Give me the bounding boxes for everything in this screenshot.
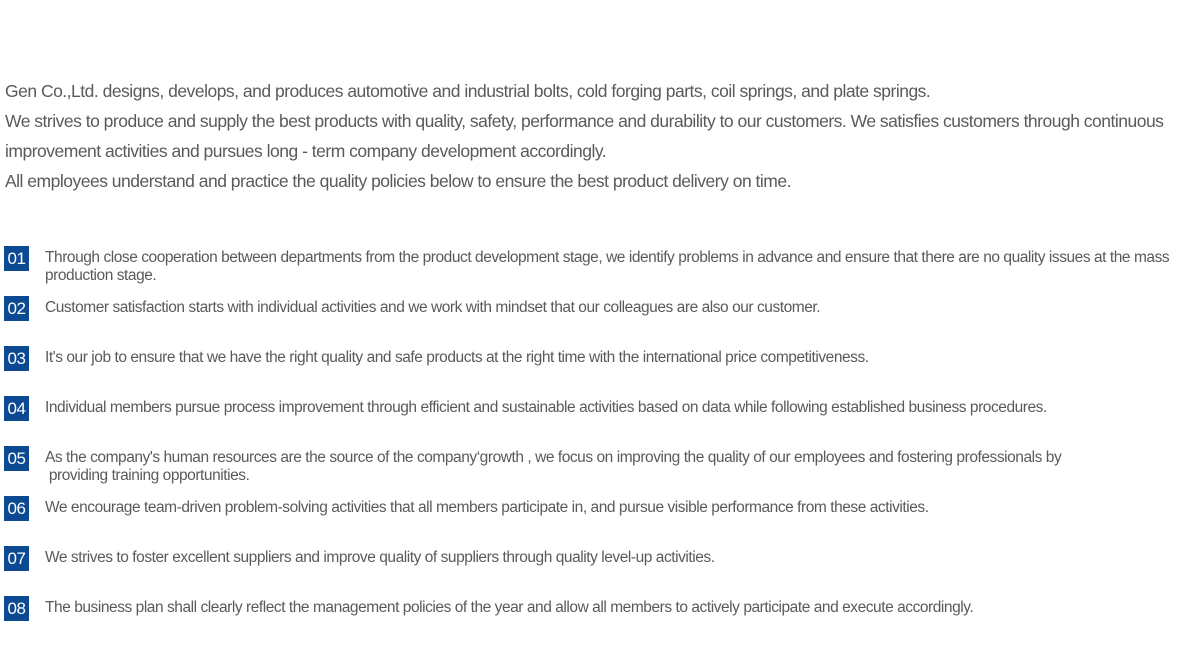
policy-item-06 xyxy=(4,496,1194,546)
policy-text: Through close cooperation between departments from the product development stage, we identify problems in advance and ensure that there are no quality issues at the mass production stage. xyxy=(45,249,1174,284)
policy-text: We strives to foster excellent suppliers and improve quality of suppliers through quality level-up activities. xyxy=(45,549,715,566)
policy-text: It's our job to ensure that we have the right quality and safe products at the right time with the international price competitiveness. xyxy=(45,349,869,366)
policy-item-04 xyxy=(4,396,1194,446)
policy-number-badge: 08 xyxy=(4,596,29,621)
policy-text: We encourage team-driven problem-solving activities that all members participate in, and pursue visible performance from these activities. xyxy=(45,499,929,516)
policy-number-badge: 03 xyxy=(4,346,29,371)
policy-item-05 xyxy=(4,446,1194,496)
policy-number-badge: 06 xyxy=(4,496,29,521)
policy-item-07 xyxy=(4,546,1194,596)
intro-section xyxy=(5,76,1193,196)
policy-number-badge: 05 xyxy=(4,446,29,471)
policy-number-badge: 01 xyxy=(4,246,29,271)
policy-item-02 xyxy=(4,296,1194,346)
policy-number-badge: 02 xyxy=(4,296,29,321)
policy-text: Customer satisfaction starts with individual activities and we work with mindset that our colleagues are also our customer. xyxy=(45,299,821,316)
policy-text: As the company's human resources are the source of the company‘growth , we focus on improving the quality of our employees and fostering professionals by providing training opportunities. xyxy=(45,449,1062,484)
intro-paragraph-mission: We strives to produce and supply the best products with quality, safety, performance and durability to our customers. We satisfies customers through continuous improvement activities and pursues long - term company development accordingly. xyxy=(5,111,1164,161)
intro-paragraph-company: Gen Co.,Ltd. designs, develops, and produces automotive and industrial bolts, cold forging parts, coil springs, and plate springs. xyxy=(5,81,931,101)
policy-text: The business plan shall clearly reflect the management policies of the year and allow all members to actively participate and execute accordingly. xyxy=(45,599,974,616)
policy-number-badge: 04 xyxy=(4,396,29,421)
intro-paragraph-practice: All employees understand and practice the quality policies below to ensure the best product delivery on time. xyxy=(5,171,791,191)
policy-item-08 xyxy=(4,596,1194,646)
quality-policy-list xyxy=(4,246,1194,646)
policy-item-01 xyxy=(4,246,1194,296)
policy-item-03 xyxy=(4,346,1194,396)
policy-text: Individual members pursue process improvement through efficient and sustainable activities based on data while following established business procedures. xyxy=(45,399,1047,416)
policy-number-badge: 07 xyxy=(4,546,29,571)
